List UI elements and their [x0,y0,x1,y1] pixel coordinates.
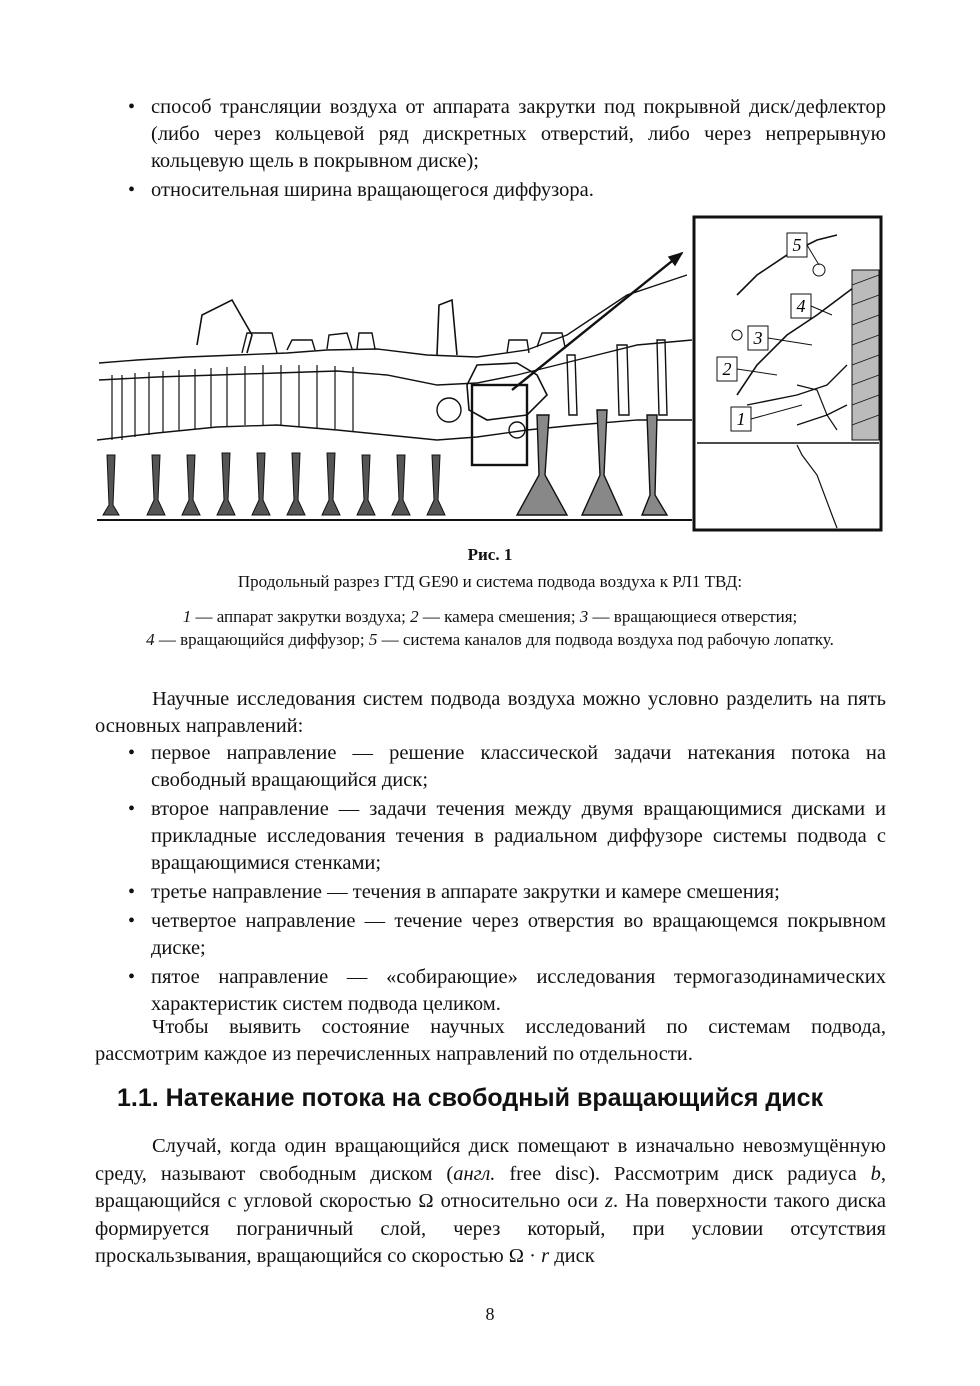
top-bullet-list [118,94,886,206]
legend-text: — вращающийся диффузор; [154,630,369,649]
math-variable: z [605,1190,613,1212]
text-run: free disc). Рассмотрим диск радиуса [495,1162,871,1185]
legend-text: — камера смешения; [418,607,580,626]
math-variable: b [870,1162,881,1185]
svg-text:5: 5 [792,235,802,255]
list-item: • относительная ширина вращающегося диффузора. [118,177,886,204]
text-run: . На поверхности такого диска формируется пограничный слой, через который, при условии отсутствия проскальзывания, вращающийся со скоростью Ω · [95,1190,886,1267]
compressor-disks [103,453,445,515]
legend-number: 1 [182,607,192,626]
figure-legend [120,605,860,651]
list-item: • второе направление — задачи течения между двумя вращающимися дисками и прикладные исследования течения в радиальном диффузоре системы подвода с вращающимися стенками; [118,796,886,877]
section-paragraph [95,1133,886,1271]
page-number: 8 [485,1304,495,1324]
closing-paragraph: Чтобы выявить состояние научных исследований по системам подвода, рассмотрим каждое из перечисленных направлений по отдельности. [95,1016,886,1065]
legend-number: 5 [368,630,378,649]
text-run: диск [549,1245,595,1267]
legend-number: 3 [579,607,589,626]
list-item: • пятое направление — «собирающие» исследования термогазодинамических характеристик систем подвода целиком. [118,964,886,1018]
text-run: , вращающийся с угловой скоростью Ω относительно оси [95,1162,886,1212]
legend-text: — вращающиеся отверстия; [588,607,798,626]
svg-text:1: 1 [736,409,746,429]
svg-text:2: 2 [722,359,732,379]
intro-paragraph: Научные исследования систем подвода воздуха можно условно разделить на пять основных направлений: [95,688,886,737]
list-item: • первое направление — решение классической задачи натекания потока на свободный вращающийся диск; [118,740,886,794]
directions-list [118,740,886,1020]
legend-text: — аппарат закрутки воздуха; [191,607,411,626]
list-item: • четвертое направление — течение через отверстия во вращающемся покрывном диске; [118,908,886,962]
figure-caption-description: Продольный разрез ГТД GE90 и система подвода воздуха к РЛ1 ТВД: [237,572,743,591]
svg-text:4: 4 [796,296,806,316]
legend-number: 2 [410,607,419,626]
math-variable: r [541,1245,550,1267]
list-item: • способ трансляции воздуха от аппарата закрутки под покрывной диск/дефлектор (либо через кольцевой ряд дискретных отверстий, либо через непрерывную кольцевую щель в покрывном диске); [118,94,886,175]
svg-text:3: 3 [753,328,763,348]
list-item: • третье направление — течения в аппарате закрутки и камере смешения; [118,879,886,906]
legend-number: 4 [146,630,155,649]
section-heading: 1.1. Натекание потока на свободный вращающийся диск [117,1084,824,1112]
legend-text: — система каналов для подвода воздуха под рабочую лопатку. [377,630,834,649]
engine-cross-section-figure [97,215,885,533]
figure-caption-title: Рис. 1 [467,545,513,564]
engine-drawing [97,253,692,520]
abbreviation: англ. [453,1162,496,1185]
text-run: Случай, когда один вращающийся диск помещают в изначально невозмущённую среду, называют свободным диском ( [95,1135,886,1185]
